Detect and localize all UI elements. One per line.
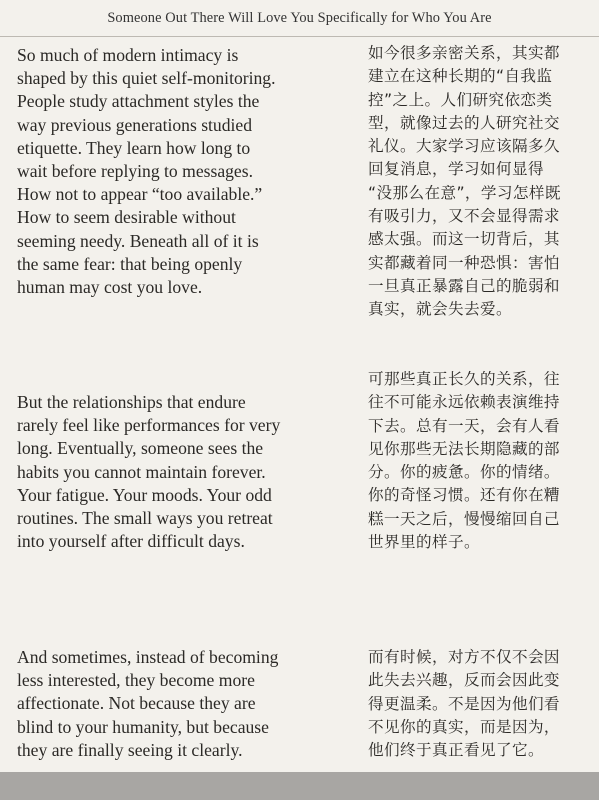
text-line: 控”之上。人们研究依恋类	[368, 90, 553, 109]
text-line: How not to appear “too available.”	[17, 184, 263, 205]
text-line: wait before replying to messages.	[17, 160, 253, 181]
paragraph-1-chinese	[368, 42, 590, 322]
text-line: shaped by this quiet self-monitoring.	[17, 68, 276, 89]
text-line: “没那么在意”，学习怎样既	[368, 183, 561, 202]
text-line: long. Eventually, someone sees the	[17, 438, 264, 459]
text-line: etiquette. They learn how long to	[17, 137, 251, 158]
text-line: So much of modern intimacy is	[17, 45, 239, 65]
text-line: 感太强。而这一切背后，其	[368, 230, 560, 249]
text-line: 不见你的真实，而是因为，	[368, 717, 560, 736]
text-line: People study attachment styles the	[17, 91, 260, 112]
text-line: routines. The small ways you retreat	[17, 507, 273, 528]
text-line: 此失去兴趣，反而会因此变	[368, 671, 560, 690]
text-line: 有吸引力，又不会显得需求	[368, 207, 560, 226]
paragraph-2-chinese	[368, 368, 590, 554]
text-line: 一旦真正暴露自己的脆弱和	[368, 276, 560, 295]
text-line: 礼仪。大家学习应该隔多久	[368, 137, 560, 156]
text-line: they are finally seeing it clearly.	[17, 739, 243, 760]
text-line: 可那些真正长久的关系，往	[368, 370, 560, 388]
paragraph-2-english	[17, 391, 347, 553]
text-line: 回复消息，学习如何显得	[368, 160, 544, 179]
text-line: But the relationships that endure	[17, 392, 246, 412]
text-line: 你的奇怪习惯。还有你在糟	[368, 486, 560, 505]
page-header	[0, 0, 599, 37]
text-line: How to seem desirable without	[17, 207, 236, 228]
text-line: less interested, they become more	[17, 670, 255, 691]
text-line: 下去。总有一天，会有人看	[368, 416, 560, 435]
text-line: blind to your humanity, but because	[17, 716, 269, 737]
text-line: 如今很多亲密关系，其实都	[368, 44, 560, 62]
page-title: Someone Out There Will Love You Specifically for Who You Are	[107, 10, 492, 26]
text-line: seeming needy. Beneath all of it is	[17, 230, 259, 251]
text-line: human may cost you love.	[17, 276, 203, 297]
text-line: 而有时候，对方不仅不会因	[368, 648, 560, 666]
text-line: And sometimes, instead of becoming	[17, 647, 279, 667]
text-line: rarely feel like performances for very	[17, 415, 281, 436]
text-line: 见你那些无法长期隐藏的部	[368, 439, 560, 458]
paragraph-1-english	[17, 44, 347, 299]
text-line: 型，就像过去的人研究社交	[368, 113, 560, 132]
text-line: 他们终于真正看见了它。	[368, 741, 544, 760]
paragraph-3-chinese	[368, 646, 590, 762]
text-line: Your fatigue. Your moods. Your odd	[17, 484, 272, 505]
text-line: 真实，就会失去爱。	[368, 300, 512, 319]
text-line: 糕一天之后，慢慢缩回自己	[368, 509, 560, 528]
text-line: the same fear: that being openly	[17, 253, 243, 274]
text-line: 分。你的疲惫。你的情绪。	[368, 463, 560, 482]
text-line: affectionate. Not because they are	[17, 693, 256, 714]
text-line: into yourself after difficult days.	[17, 531, 245, 552]
text-line: 世界里的样子。	[368, 533, 480, 552]
text-line: 往不可能永远依赖表演维持	[368, 393, 560, 412]
bottom-bar	[0, 772, 599, 800]
text-line: habits you cannot maintain forever.	[17, 461, 266, 482]
text-line: 实都藏着同一种恐惧：害怕	[368, 253, 560, 272]
text-line: way previous generations studied	[17, 114, 253, 135]
text-line: 得更温柔。不是因为他们看	[368, 694, 560, 713]
paragraph-3-english	[17, 646, 347, 762]
text-line: 建立在这种长期的“自我监	[368, 67, 553, 86]
